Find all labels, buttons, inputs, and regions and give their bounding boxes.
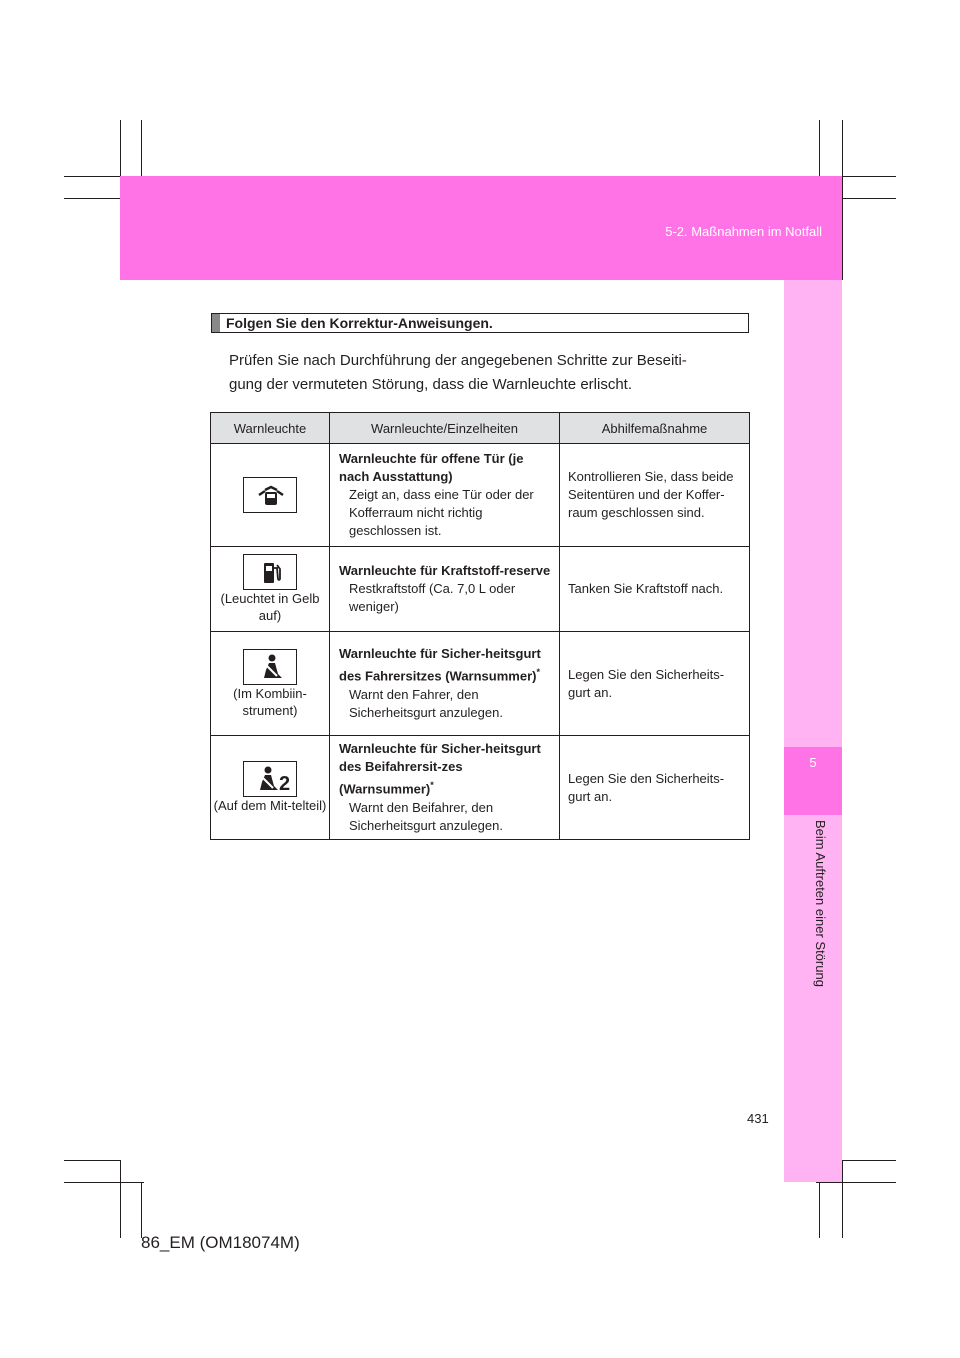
warning-title	[339, 645, 551, 685]
intro-line: Prüfen Sie nach Durchführung der angegebenen Schritte zur Beseiti-	[229, 352, 687, 369]
crop-mark	[819, 1182, 820, 1238]
page-number: 431	[747, 1111, 769, 1126]
action-cell: Legen Sie den Sicherheits-gurt an.	[560, 736, 750, 840]
detail-cell	[330, 547, 560, 632]
crop-mark	[842, 1160, 843, 1238]
crop-mark	[64, 198, 120, 199]
crop-mark	[141, 1182, 142, 1238]
detail-cell	[330, 632, 560, 736]
heading-text: Folgen Sie den Korrektur-Anweisungen.	[226, 315, 493, 331]
fuel-pump-icon	[243, 554, 297, 590]
icon-note: (Auf dem Mit-telteil)	[213, 798, 327, 813]
intro-paragraph	[229, 349, 759, 397]
warning-title-text: Warnleuchte für Sicher-heitsgurt des Fahrersitzes (Warnsummer)	[339, 646, 541, 684]
section-label: 5-2. Maßnahmen im Notfall	[665, 224, 822, 239]
chapter-number-block	[784, 747, 842, 815]
icon-cell	[211, 547, 330, 632]
action-cell: Kontrollieren Sie, dass beide Seitentüren und der Koffer-raum geschlossen sind.	[560, 444, 750, 547]
warning-title	[339, 740, 551, 798]
column-header: Warnleuchte/Einzelheiten	[330, 413, 560, 444]
table-header-row	[211, 413, 750, 444]
seat-number-label: 2	[279, 773, 291, 795]
icon-cell	[211, 632, 330, 736]
door-open-warning-icon	[243, 477, 297, 513]
crop-mark	[842, 120, 843, 280]
column-header: Abhilfemaßnahme	[560, 413, 750, 444]
table-row	[211, 736, 750, 840]
chapter-title: Beim Auftreten einer Störung	[813, 820, 828, 987]
intro-line: gung der vermuteten Störung, dass die Warnleuchte erlischt.	[229, 376, 632, 393]
document-code: 86_EM (OM18074M)	[141, 1233, 300, 1252]
icon-note: (Leuchtet in Gelb auf)	[220, 591, 320, 623]
crop-mark	[842, 1160, 896, 1161]
icon-cell	[211, 736, 330, 840]
warning-title: Warnleuchte für offene Tür (je nach Ausstattung)	[339, 451, 524, 484]
action-cell: Tanken Sie Kraftstoff nach.	[560, 547, 750, 632]
page-header	[120, 176, 842, 280]
crop-mark	[64, 1182, 144, 1183]
detail-cell	[330, 444, 560, 547]
warning-title: Warnleuchte für Kraftstoff-reserve	[339, 563, 551, 578]
warning-detail: Restkraftstoff (Ca. 7,0 L oder weniger)	[349, 581, 516, 614]
footnote-mark: *	[536, 667, 540, 678]
crop-mark	[64, 1160, 120, 1161]
warning-detail: Zeigt an, dass eine Tür oder der Kofferraum nicht richtig geschlossen ist.	[349, 487, 534, 538]
warning-detail: Warnt den Beifahrer, den Sicherheitsgurt anzulegen.	[349, 799, 503, 833]
crop-mark	[842, 198, 896, 199]
table-row	[211, 632, 750, 736]
seatbelt-icon	[243, 649, 297, 685]
warning-light-table	[210, 412, 750, 840]
footnote-mark: *	[430, 780, 434, 791]
crop-mark	[816, 1182, 896, 1183]
warning-detail: Warnt den Fahrer, den Sicherheitsgurt anzulegen.	[349, 686, 503, 720]
icon-cell	[211, 444, 330, 547]
section-heading	[211, 313, 749, 333]
table-row	[211, 547, 750, 632]
heading-accent-bar	[212, 314, 220, 332]
crop-mark	[120, 1160, 121, 1238]
detail-cell	[330, 736, 560, 840]
chapter-number: 5	[809, 755, 817, 770]
seatbelt-passenger-icon	[243, 761, 297, 797]
action-cell: Legen Sie den Sicherheits-gurt an.	[560, 632, 750, 736]
column-header: Warnleuchte	[211, 413, 330, 444]
chapter-side-tab	[784, 280, 842, 1182]
table-row	[211, 444, 750, 547]
warning-title-text: Warnleuchte für Sicher-heitsgurt des Beifahrersit-zes (Warnsummer)	[339, 741, 541, 797]
icon-note: (Im Kombiin-strument)	[233, 685, 307, 718]
